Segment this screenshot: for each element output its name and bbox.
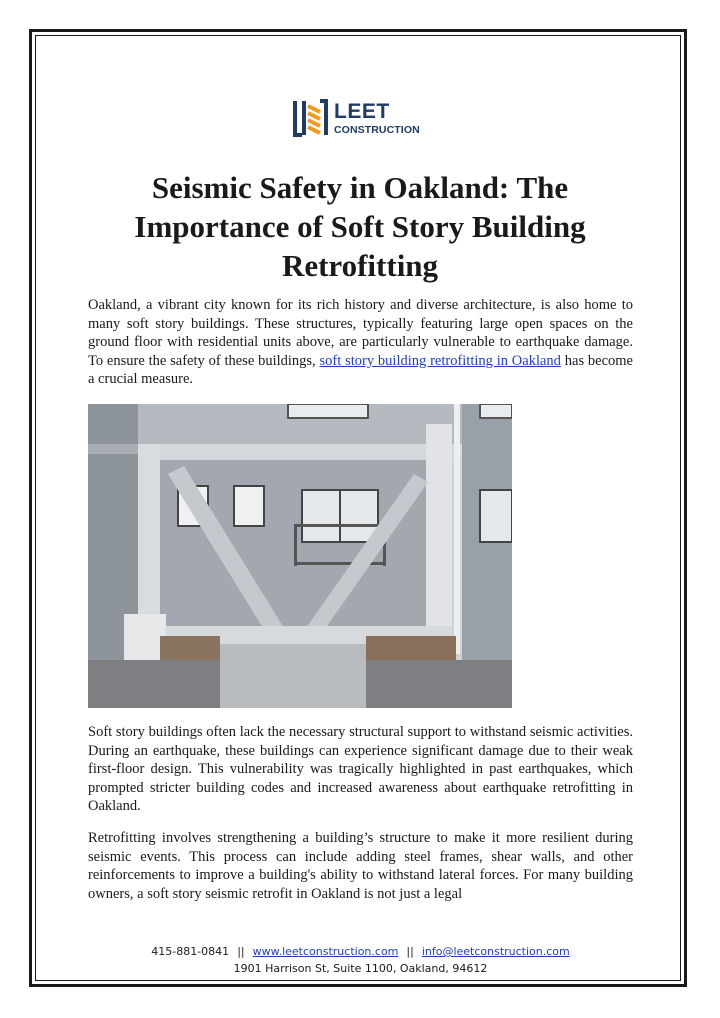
footer-email-link[interactable]: info@leetconstruction.com [421, 945, 570, 958]
footer-phone: 415-881-0841 [151, 945, 230, 958]
page-footer [88, 943, 633, 977]
body-paragraph-2: Soft story buildings often lack the necessary structural support to withstand seismic activities. During an earthquake, these buildings can experience significant damage due to their weak first-floor design. This vulnerability was tragically highlighted in past earthquakes, which prompted stricter building codes and increased awareness about earthquake retrofitting in Oakland. [88, 724, 633, 815]
company-logo [292, 96, 432, 140]
logo-name: LEET [334, 99, 390, 123]
intro-text-before: Oakland, a vibrant city known for its rich history and diverse architecture, is also home to many soft story buildings. These structures, typically featuring large open spaces on the ground floor with residential units above, are particularly vulnerable to earthquake damage. To ensure the safety of these buildings, [88, 297, 633, 369]
footer-separator: || [237, 945, 245, 958]
logo-tagline: CONSTRUCTION [334, 123, 420, 136]
article-title: Seismic Safety in Oakland: The Importance of Soft Story Building Retrofitting [134, 170, 586, 283]
footer-separator: || [406, 945, 414, 958]
intro-text-after: has become a crucial measure. [88, 352, 633, 388]
intro-paragraph [88, 296, 633, 389]
building-photo [88, 404, 512, 708]
retrofitting-link[interactable]: soft story building retrofitting in Oakland [319, 352, 561, 369]
footer-address: 1901 Harrison St, Suite 1100, Oakland, 94612 [233, 962, 488, 975]
footer-website-link[interactable]: www.leetconstruction.com [252, 945, 399, 958]
logo-mark-icon [292, 98, 328, 138]
footer-contact-line [88, 943, 633, 960]
body-paragraph-3: Retrofitting involves strengthening a building’s structure to make it more resilient during seismic events. This process can include adding steel frames, shear walls, and other reinforcements to improve a building's ability to withstand lateral forces. For many building owners, a soft story seismic retrofit in Oakland is not just a legal [88, 830, 633, 902]
